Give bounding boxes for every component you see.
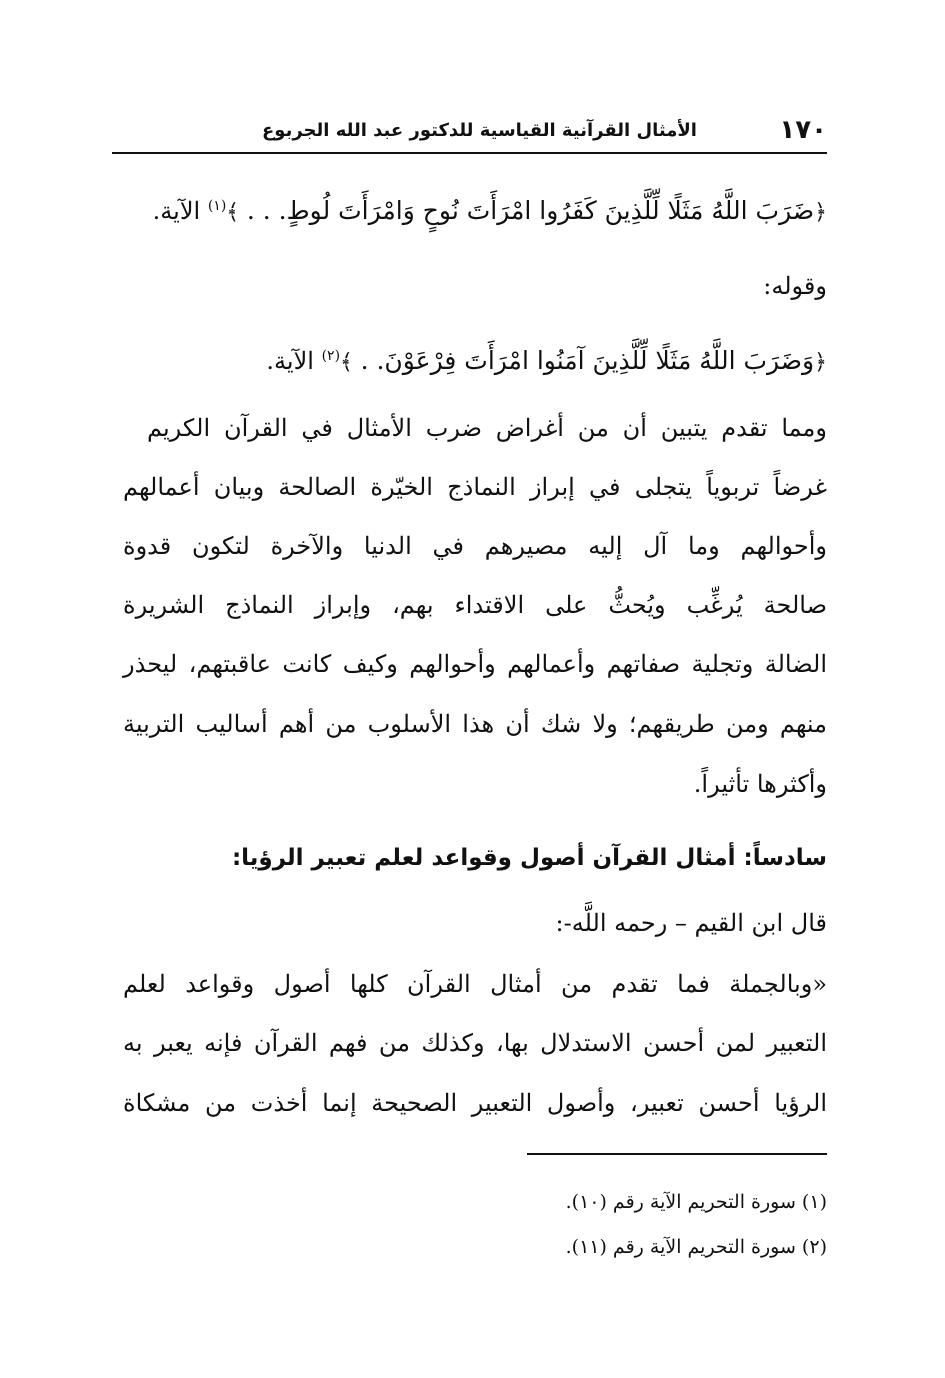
verse-close-bracket: ﴾ — [340, 350, 353, 375]
verse-open-bracket: ﴿ — [814, 200, 827, 225]
page-number: ١٧٠ — [779, 115, 827, 145]
footnote-ref: (١) — [207, 198, 227, 214]
quote-intro: قال ابن القيم – رحمه اللَّه-: — [555, 909, 827, 937]
paragraph-line: التعبير لمن أحسن الاستدلال بها، وكذلك من فهم القرآن فإنه يعبر به — [123, 1029, 827, 1057]
paragraph-line: منهم ومن طريقهم؛ ولا شك أن هذا الأسلوب من أهم أساليب التربية — [123, 710, 827, 738]
verse-1 — [153, 186, 827, 233]
paragraph-line: الرؤيا أحسن تعبير، وأصول التعبير الصحيحة إنما أخذت من مشكاة — [123, 1089, 827, 1117]
page-header — [112, 112, 827, 154]
verse-2 — [266, 336, 827, 383]
verse-text: وَضَرَبَ اللَّهُ مَثَلًا لِّلَّذِينَ آمَنُوا امْرَأَتَ فِرْعَوْنَ. . — [360, 346, 815, 375]
verse-open-bracket: ﴿ — [814, 350, 827, 375]
verse-tail: الآية. — [266, 347, 314, 375]
footnote-2: (٢) سورة التحريم الآية رقم (١١). — [565, 1236, 827, 1258]
section-heading: سادساً: أمثال القرآن أصول وقواعد لعلم تعبير الرؤيا: — [231, 845, 827, 871]
running-title: الأمثال القرآنية القياسية للدكتور عبد الله الجربوع — [262, 120, 697, 141]
paragraph-line: الضالة وتجلية صفاتهم وأعمالهم وأحوالهم وكيف كانت عاقبتهم، ليحذر — [123, 650, 827, 678]
footnote-ref: (٢) — [321, 348, 341, 364]
verse-close-bracket: ﴾ — [226, 200, 240, 225]
paragraph-line: وأحوالهم وما آل إليه مصيرهم في الدنيا والآخرة لتكون قدوة — [123, 532, 827, 560]
verse-text: ضَرَبَ اللَّهُ مَثَلًا لِّلَّذِينَ كَفَرُوا امْرَأَتَ نُوحٍ وَامْرَأَتَ لُوطٍ. . . — [246, 196, 815, 225]
paragraph-line: صالحة يُرغِّب ويُحثُّ على الاقتداء بهم، وإبراز النماذج الشريرة — [123, 591, 827, 619]
paragraph-line: «وبالجملة فما تقدم من أمثال القرآن كلها أصول وقواعد لعلم — [123, 970, 827, 998]
paragraph-line: وأكثرها تأثيراً. — [693, 770, 827, 798]
verse-tail: الآية. — [152, 197, 201, 225]
footnote-1: (١) سورة التحريم الآية رقم (١٠). — [565, 1191, 827, 1213]
intro-line: وقوله: — [763, 272, 827, 300]
paragraph-line: ومما تقدم يتبين أن من أغراض ضرب الأمثال في القرآن الكريم — [147, 414, 827, 442]
paragraph-line: غرضاً تربوياً يتجلى في إبراز النماذج الخيّرة الصالحة وبيان أعمالهم — [123, 473, 827, 501]
footnote-divider — [527, 1153, 827, 1155]
